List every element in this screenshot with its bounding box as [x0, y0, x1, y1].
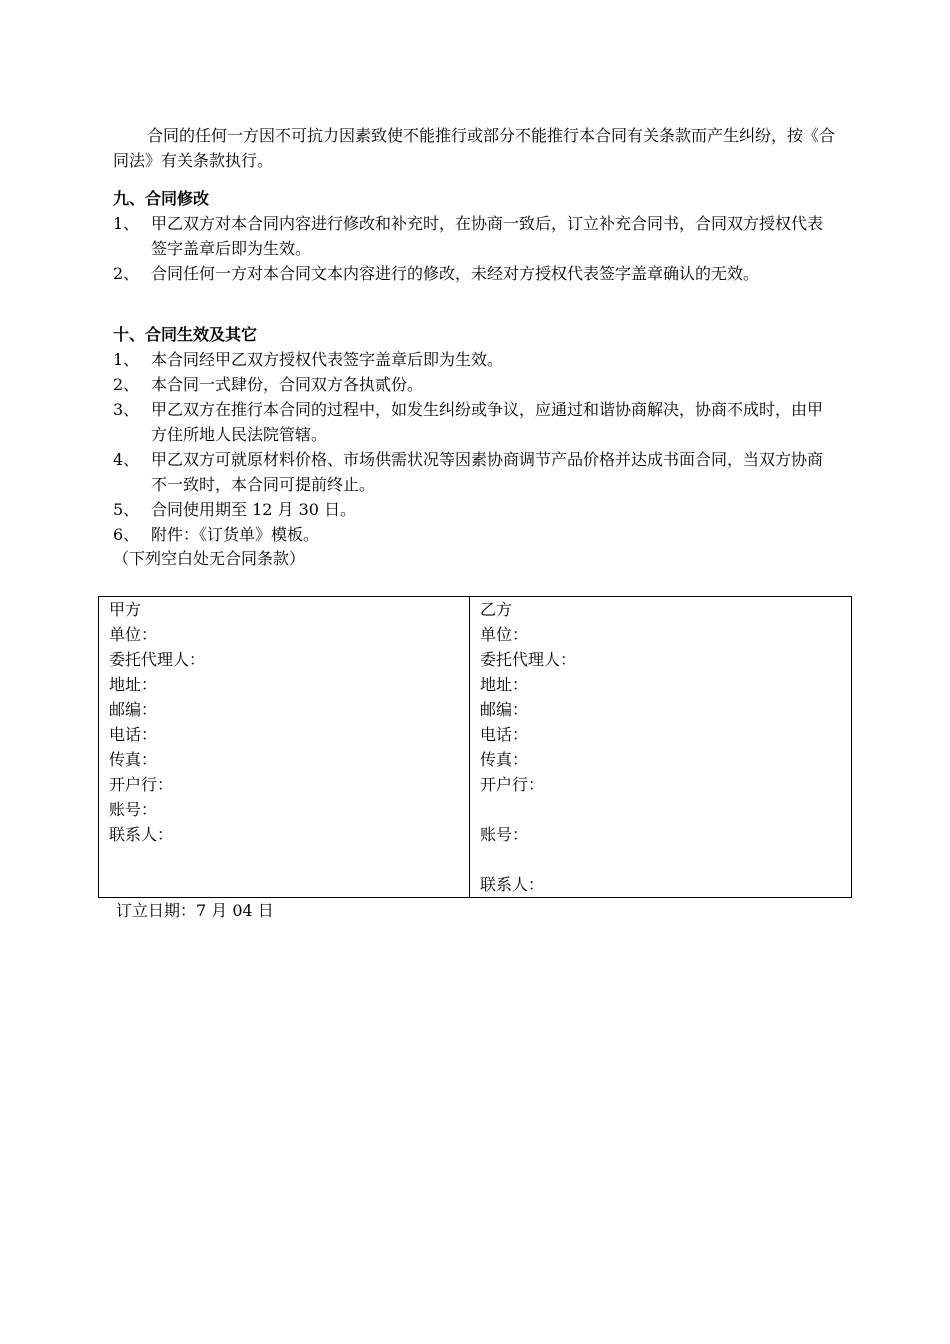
- party-b-agent-label: 委托代理人：: [480, 650, 577, 669]
- party-b-title: 乙方: [480, 600, 513, 619]
- item-text: 合同任何一方对本合同文本内容进行的修改，未经对方授权代表签字盖章确认的无效。: [151, 264, 760, 283]
- party-b-spacer: [480, 797, 841, 822]
- section-10-item-1: [113, 347, 837, 372]
- item-text: 甲乙双方可就原材料价格、市场供需状况等因素协商调节产品价格并达成书面合同，当双方协商不一致时，本合同可提前终止。: [151, 450, 824, 494]
- party-b-bank-label: 开户行：: [480, 775, 545, 794]
- party-b-cell: [470, 597, 852, 898]
- section-10-item-4: [113, 447, 837, 497]
- party-a-agent-label: 委托代理人：: [109, 650, 206, 669]
- party-a-cell: [99, 597, 470, 898]
- item-text: 本合同经甲乙双方授权代表签字盖章后即为生效。: [151, 350, 504, 369]
- item-number: 1、: [113, 214, 140, 233]
- item-text: 附件：《订货单》模板。: [151, 525, 320, 544]
- party-b-fax-label: 传真：: [480, 750, 529, 769]
- item-text: 合同使用期至 12 月 30 日。: [151, 500, 357, 519]
- party-b-unit-label: 单位：: [480, 625, 529, 644]
- party-a-unit-label: 单位：: [109, 625, 158, 644]
- item-number: 1、: [113, 350, 140, 369]
- party-b-contact-label: 联系人：: [480, 875, 545, 894]
- party-a-postcode-label: 邮编：: [109, 700, 158, 719]
- blank-area-note: （下列空白处无合同条款）: [113, 549, 306, 568]
- item-number: 3、: [113, 400, 140, 419]
- party-a-fax-label: 传真：: [109, 750, 158, 769]
- section-10-item-6: [113, 522, 837, 547]
- party-a-bank-label: 开户行：: [109, 775, 174, 794]
- party-b-address-label: 地址：: [480, 675, 529, 694]
- party-b-postcode-label: 邮编：: [480, 700, 529, 719]
- party-b-account-label: 账号：: [480, 825, 529, 844]
- item-number: 4、: [113, 450, 140, 469]
- item-text: 甲乙双方对本合同内容进行修改和补充时，在协商一致后，订立补充合同书，合同双方授权代表签字盖章后即为生效。: [151, 214, 824, 258]
- section-9-item-1: [113, 211, 837, 261]
- item-text: 甲乙双方在推行本合同的过程中，如发生纠纷或争议，应通过和谐协商解决，协商不成时，由甲方住所地人民法院管辖。: [151, 400, 824, 444]
- section-10-item-2: [113, 372, 837, 397]
- item-number: 2、: [113, 264, 140, 283]
- signing-date: 订立日期：7 月 04 日: [116, 901, 274, 920]
- section-10-heading: 十、合同生效及其它: [113, 325, 258, 344]
- section-10-item-3: [113, 397, 837, 447]
- item-number: 6、: [113, 525, 140, 544]
- party-a-phone-label: 电话：: [109, 725, 158, 744]
- force-majeure-paragraph: [113, 123, 837, 173]
- signature-table: [98, 596, 852, 898]
- party-a-address-label: 地址：: [109, 675, 158, 694]
- section-10-item-5: [113, 497, 837, 522]
- party-a-account-label: 账号：: [109, 800, 158, 819]
- party-b-spacer: [480, 847, 841, 872]
- item-number: 5、: [113, 500, 140, 519]
- party-a-contact-label: 联系人：: [109, 825, 174, 844]
- section-9-item-2: [113, 261, 837, 286]
- party-a-title: 甲方: [109, 600, 142, 619]
- item-number: 2、: [113, 375, 140, 394]
- section-9-heading: 九、合同修改: [113, 189, 210, 208]
- party-b-phone-label: 电话：: [480, 725, 529, 744]
- force-majeure-text: 合同的任何一方因不可抗力因素致使不能推行或部分不能推行本合同有关条款而产生纠纷，按《合同法》有关条款执行。: [113, 126, 836, 170]
- item-text: 本合同一式肆份，合同双方各执贰份。: [151, 375, 424, 394]
